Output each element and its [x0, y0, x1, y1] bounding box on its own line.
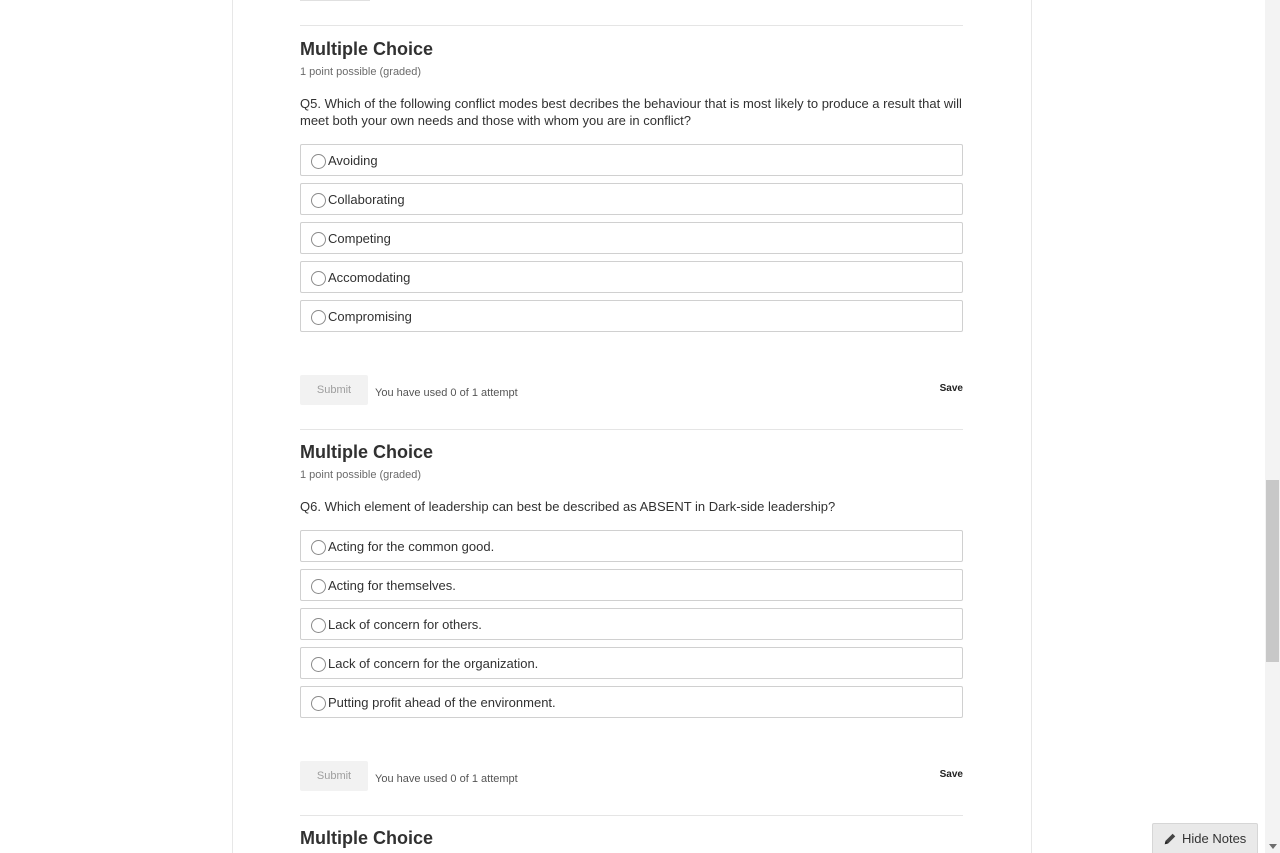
submit-button[interactable]: Submit [300, 375, 368, 405]
hide-notes-label: Hide Notes [1182, 831, 1247, 846]
choice-label: Acting for the common good. [328, 538, 495, 554]
question-text: Q5. Which of the following conflict modes best decribes the behaviour that is most likely to produce a result that will meet both your own needs and those with whom you are in conflict? [300, 96, 962, 128]
choice-option[interactable] [300, 222, 963, 254]
choice-list [300, 530, 963, 718]
radio-button[interactable] [311, 154, 326, 169]
choice-option[interactable] [300, 569, 963, 601]
question-text: Q6. Which element of leadership can best be described as ABSENT in Dark-side leadership? [300, 499, 836, 514]
radio-button[interactable] [311, 540, 326, 555]
choice-label: Lack of concern for the organization. [328, 655, 539, 671]
submit-button[interactable]: Submit [300, 761, 368, 791]
choice-option[interactable] [300, 183, 963, 215]
scrollbar-thumb[interactable] [1266, 480, 1279, 662]
choice-option[interactable] [300, 530, 963, 562]
choice-option[interactable] [300, 647, 963, 679]
choice-option[interactable] [300, 261, 963, 293]
choice-label: Putting profit ahead of the environment. [328, 694, 556, 710]
choice-label: Lack of concern for others. [328, 616, 482, 632]
save-button[interactable]: Save [939, 383, 963, 394]
radio-button[interactable] [311, 696, 326, 711]
scroll-down-arrow-icon[interactable] [1269, 844, 1277, 849]
radio-button[interactable] [311, 618, 326, 633]
choice-label: Acting for themselves. [328, 577, 456, 593]
choice-option[interactable] [300, 144, 963, 176]
problem-actions-q5 [300, 375, 963, 405]
problem-title: Multiple Choice [300, 442, 434, 462]
problem-q5 [300, 37, 963, 339]
choice-label: Accomodating [328, 269, 411, 285]
choice-option[interactable] [300, 686, 963, 718]
problem-q6 [300, 440, 963, 725]
pencil-icon [1163, 832, 1177, 846]
radio-button[interactable] [311, 579, 326, 594]
radio-button[interactable] [311, 232, 326, 247]
attempts-text: You have used 0 of 1 attempt [375, 773, 518, 785]
problem-q7 [300, 826, 963, 850]
radio-button[interactable] [311, 657, 326, 672]
choice-label: Compromising [328, 308, 412, 324]
problem-divider [300, 429, 963, 430]
choice-option[interactable] [300, 300, 963, 332]
choice-label: Collaborating [328, 191, 405, 207]
radio-button[interactable] [311, 310, 326, 325]
choice-label: Competing [328, 230, 391, 246]
problem-actions-q6 [300, 761, 963, 791]
problem-divider [300, 815, 963, 816]
problem-title: Multiple Choice [300, 39, 434, 59]
previous-submit-stub [300, 0, 370, 1]
save-button[interactable]: Save [939, 769, 963, 780]
radio-button[interactable] [311, 271, 326, 286]
problem-title: Multiple Choice [300, 828, 434, 848]
choice-label: Avoiding [328, 152, 378, 168]
hide-notes-button[interactable] [1152, 823, 1258, 853]
problem-points: 1 point possible (graded) [300, 66, 422, 78]
page-scrollbar[interactable] [1265, 0, 1280, 853]
attempts-text: You have used 0 of 1 attempt [375, 387, 518, 399]
radio-button[interactable] [311, 193, 326, 208]
choice-list [300, 144, 963, 332]
problem-points: 1 point possible (graded) [300, 469, 422, 481]
problem-divider [300, 25, 963, 26]
choice-option[interactable] [300, 608, 963, 640]
